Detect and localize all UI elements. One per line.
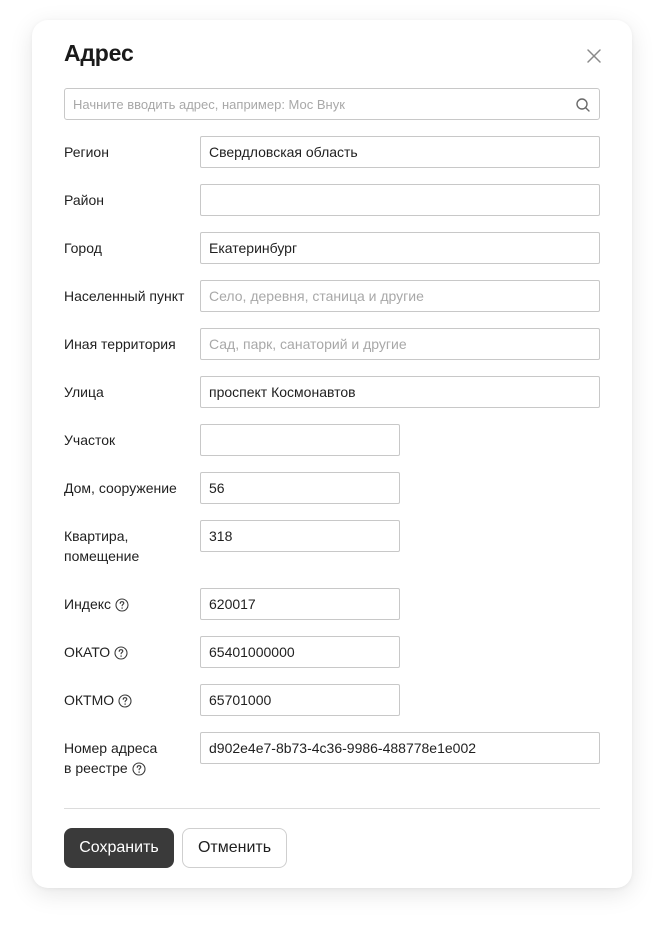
footer-divider [64, 808, 600, 809]
region-input[interactable] [201, 137, 599, 167]
city-input[interactable] [201, 233, 599, 263]
house-field[interactable] [200, 472, 400, 504]
question-circle-icon[interactable] [118, 693, 132, 707]
postal-index-label-text: Индекс [64, 596, 112, 612]
district-field[interactable] [200, 184, 600, 216]
close-icon[interactable] [584, 46, 604, 66]
region-label: Регион [64, 144, 109, 160]
region-field[interactable] [200, 136, 600, 168]
save-button[interactable]: Сохранить [64, 828, 174, 868]
city-label: Город [64, 240, 102, 256]
dialog-title: Адрес [64, 40, 134, 66]
apartment-label-line1: Квартира, [64, 528, 129, 544]
plot-input[interactable] [201, 425, 399, 455]
registry-number-input[interactable] [201, 733, 599, 763]
cancel-button[interactable]: Отменить [182, 828, 287, 868]
district-label: Район [64, 192, 104, 208]
other-territory-input[interactable] [201, 329, 599, 359]
apartment-label-line2: помещение [64, 548, 140, 564]
postal-index-field[interactable] [200, 588, 400, 620]
oktmo-label-text: ОКТМО [64, 692, 115, 708]
apartment-field[interactable] [200, 520, 400, 552]
oktmo-label [64, 690, 194, 710]
registry-number-label-line2: в реестре [64, 760, 128, 776]
plot-field[interactable] [200, 424, 400, 456]
apartment-input[interactable] [201, 521, 399, 551]
district-input[interactable] [201, 185, 599, 215]
question-circle-icon[interactable] [115, 597, 129, 611]
registry-number-label [64, 738, 194, 778]
apartment-label [64, 526, 194, 566]
okato-field[interactable] [200, 636, 400, 668]
settlement-input[interactable] [201, 281, 599, 311]
search-icon[interactable] [575, 97, 591, 113]
okato-label-text: ОКАТО [64, 644, 111, 660]
question-circle-icon[interactable] [114, 645, 128, 659]
street-input[interactable] [201, 377, 599, 407]
settlement-field[interactable] [200, 280, 600, 312]
settlement-label: Населенный пункт [64, 288, 185, 304]
question-circle-icon[interactable] [132, 761, 146, 775]
city-field[interactable] [200, 232, 600, 264]
other-territory-label: Иная территория [64, 336, 176, 352]
address-dialog [32, 20, 632, 888]
plot-label: Участок [64, 432, 116, 448]
okato-input[interactable] [201, 637, 399, 667]
address-search[interactable] [64, 88, 600, 120]
postal-index-input[interactable] [201, 589, 399, 619]
registry-number-field[interactable] [200, 732, 600, 764]
okato-label [64, 642, 194, 662]
registry-number-label-line1: Номер адреса [64, 740, 158, 756]
postal-index-label [64, 594, 194, 614]
oktmo-field[interactable] [200, 684, 400, 716]
street-field[interactable] [200, 376, 600, 408]
oktmo-input[interactable] [201, 685, 399, 715]
house-input[interactable] [201, 473, 399, 503]
street-label: Улица [64, 384, 104, 400]
other-territory-field[interactable] [200, 328, 600, 360]
address-search-input[interactable] [65, 89, 599, 119]
house-label: Дом, сооружение [64, 480, 177, 496]
